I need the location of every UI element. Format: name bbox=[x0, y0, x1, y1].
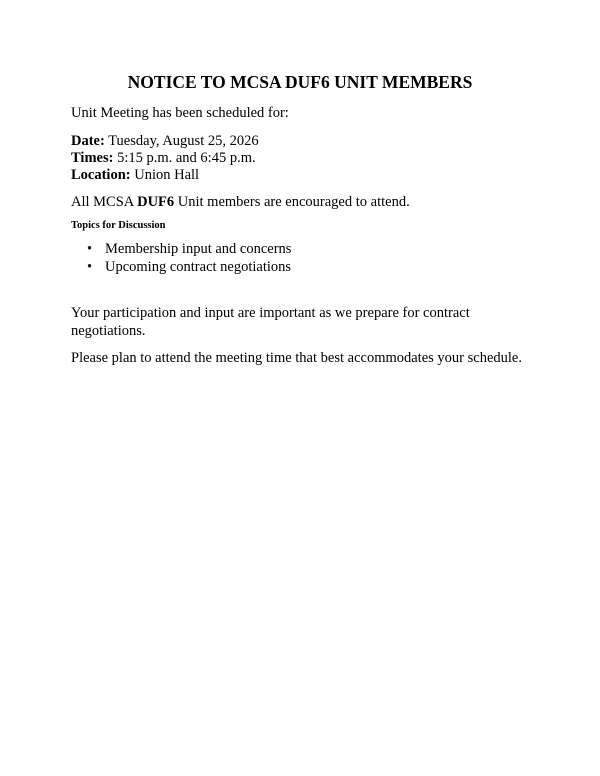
topic-text: Membership input and concerns bbox=[105, 241, 292, 257]
attend-prefix: All MCSA bbox=[71, 194, 134, 210]
location-row bbox=[71, 167, 541, 184]
topics-heading: Topics for Discussion bbox=[71, 220, 166, 231]
list-item bbox=[71, 258, 541, 276]
notice-title: NOTICE TO MCSA DUF6 UNIT MEMBERS bbox=[127, 72, 473, 92]
location-label: Location: bbox=[71, 167, 131, 183]
bullet-icon: • bbox=[87, 241, 93, 257]
participation-text: Your participation and input are important as we prepare for contract negotiations. bbox=[71, 305, 470, 339]
location-value: Union Hall bbox=[134, 167, 200, 183]
closing-text: Please plan to attend the meeting time that best accommodates your schedule. bbox=[71, 350, 522, 366]
topic-text: Upcoming contract negotiations bbox=[105, 259, 292, 275]
meeting-details bbox=[71, 133, 541, 184]
notice-body bbox=[71, 70, 541, 367]
attend-suffix: Unit members are encouraged to attend. bbox=[177, 194, 410, 210]
date-value: Tuesday, August 25, 2026 bbox=[108, 133, 259, 149]
bullet-icon: • bbox=[87, 259, 93, 275]
times-row bbox=[71, 150, 541, 167]
topics-list bbox=[71, 240, 541, 276]
date-row bbox=[71, 133, 541, 150]
times-label: Times: bbox=[71, 150, 114, 166]
list-item bbox=[71, 240, 541, 258]
attend-text bbox=[71, 193, 541, 211]
date-label: Date: bbox=[71, 133, 105, 149]
intro-text: Unit Meeting has been scheduled for: bbox=[71, 105, 289, 121]
times-value: 5:15 p.m. and 6:45 p.m. bbox=[117, 150, 256, 166]
attend-unit-name: DUF6 bbox=[137, 194, 175, 210]
